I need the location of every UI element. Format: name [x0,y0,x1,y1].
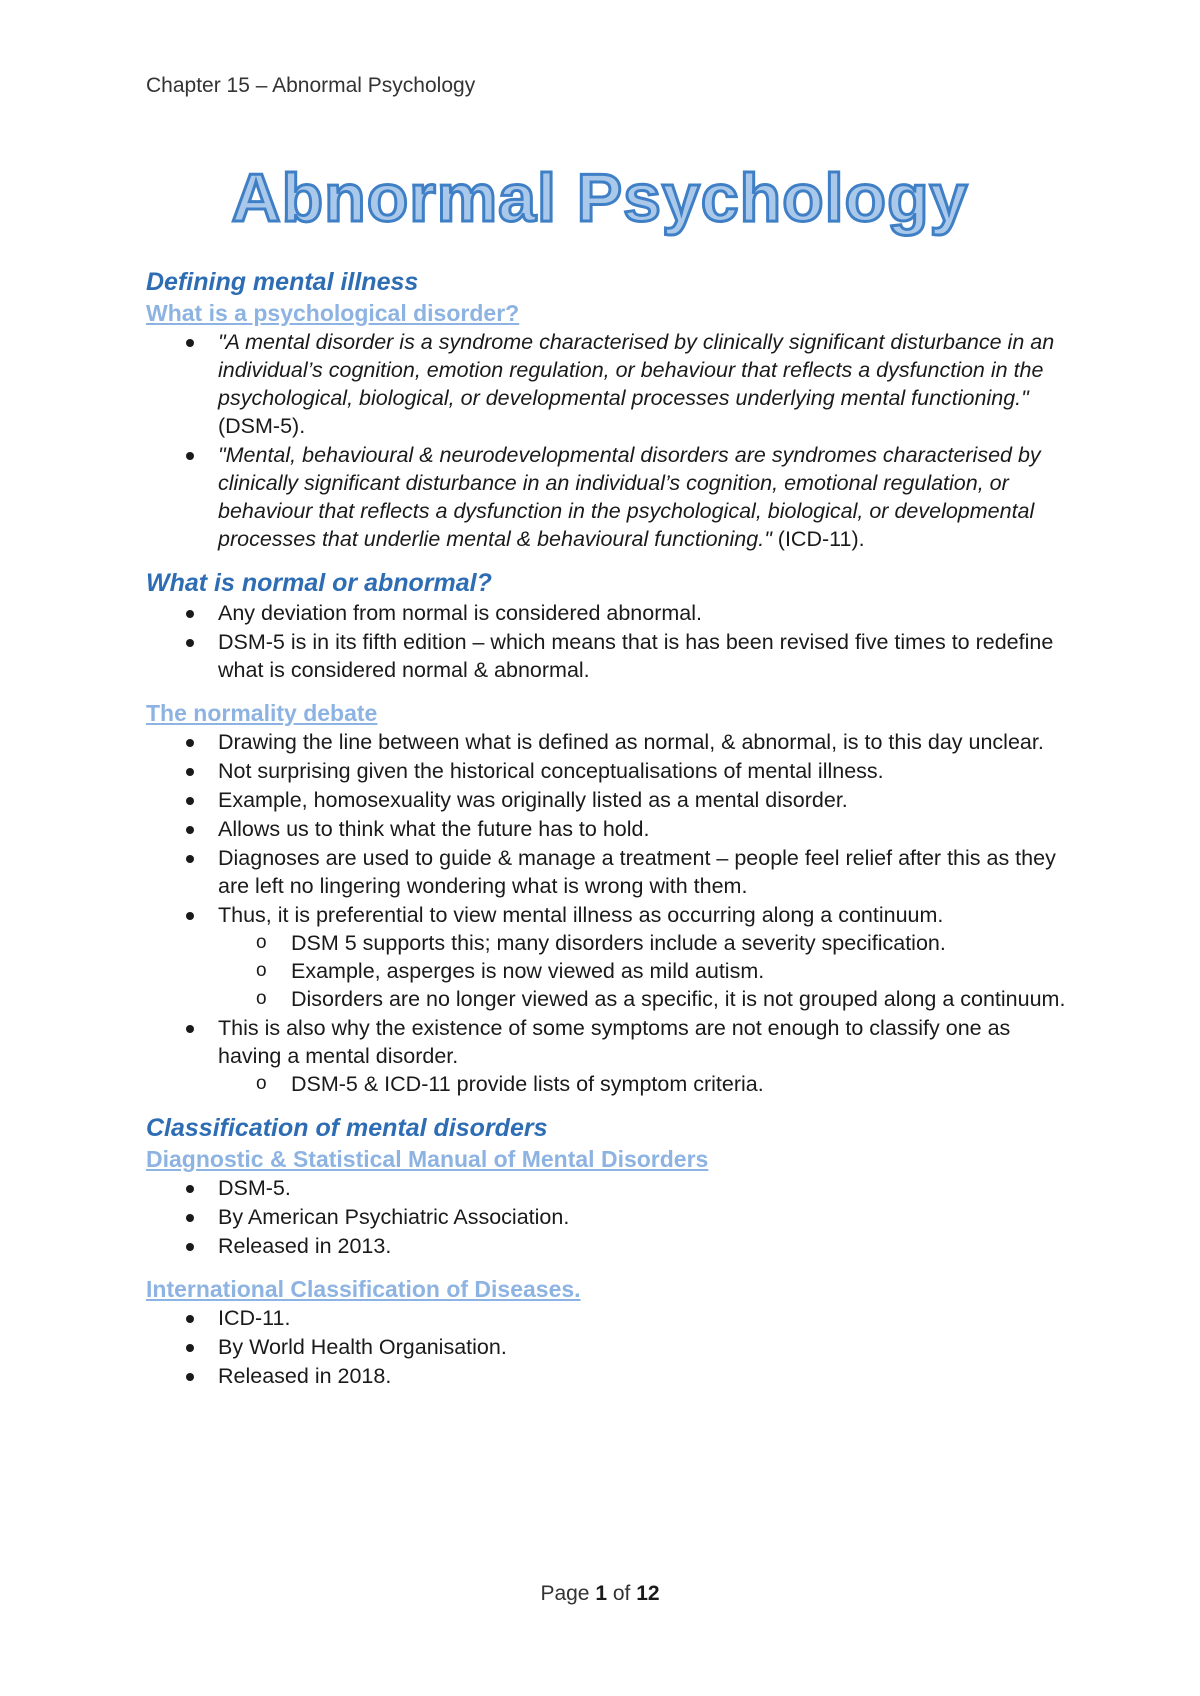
list-item: ICD-11. [146,1304,1066,1332]
heading-classification: Classification of mental disorders [146,1114,548,1142]
list-item: By World Health Organisation. [146,1333,1066,1361]
list-item: Example, homosexuality was originally listed as a mental disorder. [146,786,1066,814]
list-item: Thus, it is preferential to view mental illness as occurring along a continuum. o DSM 5 supports this; many disorders include a severity specification. o Example, asperges is now viewed as mild autism. o Disorders are no longer viewed as a specific, it is not grouped along a continuum. [146,901,1066,1013]
icd-list [146,1304,1066,1390]
list-item: DSM-5. [146,1174,1066,1202]
list-item: Drawing the line between what is defined as normal, & abnormal, is to this day unclear. [146,728,1066,756]
list-item: By American Psychiatric Association. [146,1203,1066,1231]
total-page-count: 12 [636,1582,660,1605]
list-item: This is also why the existence of some symptoms are not enough to classify one as having a mental disorder. o DSM-5 & ICD-11 provide lists of symptom criteria. [146,1014,1066,1098]
document-body [146,266,1066,1391]
sub-list-item: o DSM 5 supports this; many disorders include a severity specification. [218,929,1066,957]
symptoms-sublist [218,1070,1066,1098]
subheading-normality-debate: The normality debate [146,700,378,726]
list-item: Diagnoses are used to guide & manage a treatment – people feel relief after this as they are left no lingering wondering what is wrong with them. [146,844,1066,900]
document-title: Abnormal Psychology [231,160,969,236]
list-item: Any deviation from normal is considered abnormal. [146,599,1066,627]
running-header: Chapter 15 – Abnormal Psychology [146,74,476,97]
subheading-dsm: Diagnostic & Statistical Manual of Mental Disorders [146,1146,709,1172]
subheading-icd: International Classification of Diseases. [146,1276,581,1302]
normal-list [146,599,1066,684]
page-footer: Page 1 of 12 [540,1582,660,1605]
debate-list [146,728,1066,1098]
list-item: Released in 2018. [146,1362,1066,1390]
heading-defining-mental-illness: Defining mental illness [146,268,419,296]
list-item: Allows us to think what the future has to hold. [146,815,1066,843]
sub-list-item: o Example, asperges is now viewed as mild autism. [218,957,1066,985]
definition-list [146,328,1066,553]
dsm-list [146,1174,1066,1260]
list-item: "A mental disorder is a syndrome characterised by clinically significant disturbance in an individual’s cognition, emotion regulation, or behaviour that reflects a dysfunction in the psychological, biological, or developmental processes underlying mental functioning." (DSM-5). [146,328,1066,440]
subheading-psychological-disorder: What is a psychological disorder? [146,300,520,326]
list-item: "Mental, behavioural & neurodevelopmental disorders are syndromes characterised by clinically significant disturbance in an individual’s cognition, emotional regulation, or behaviour that reflects a dysfunction in the psychological, biological, or developmental processes that underlie mental & behavioural functioning." (ICD-11). [146,441,1066,553]
continuum-sublist [218,929,1066,1013]
current-page-number: 1 [595,1582,608,1605]
list-item: DSM-5 is in its fifth edition – which means that is has been revised five times to redefine what is considered normal & abnormal. [146,628,1066,684]
heading-normal-or-abnormal: What is normal or abnormal? [146,569,492,597]
list-item: Released in 2013. [146,1232,1066,1260]
sub-list-item: o DSM-5 & ICD-11 provide lists of symptom criteria. [218,1070,1066,1098]
list-item: Not surprising given the historical conceptualisations of mental illness. [146,757,1066,785]
sub-list-item: o Disorders are no longer viewed as a specific, it is not grouped along a continuum. [218,985,1066,1013]
